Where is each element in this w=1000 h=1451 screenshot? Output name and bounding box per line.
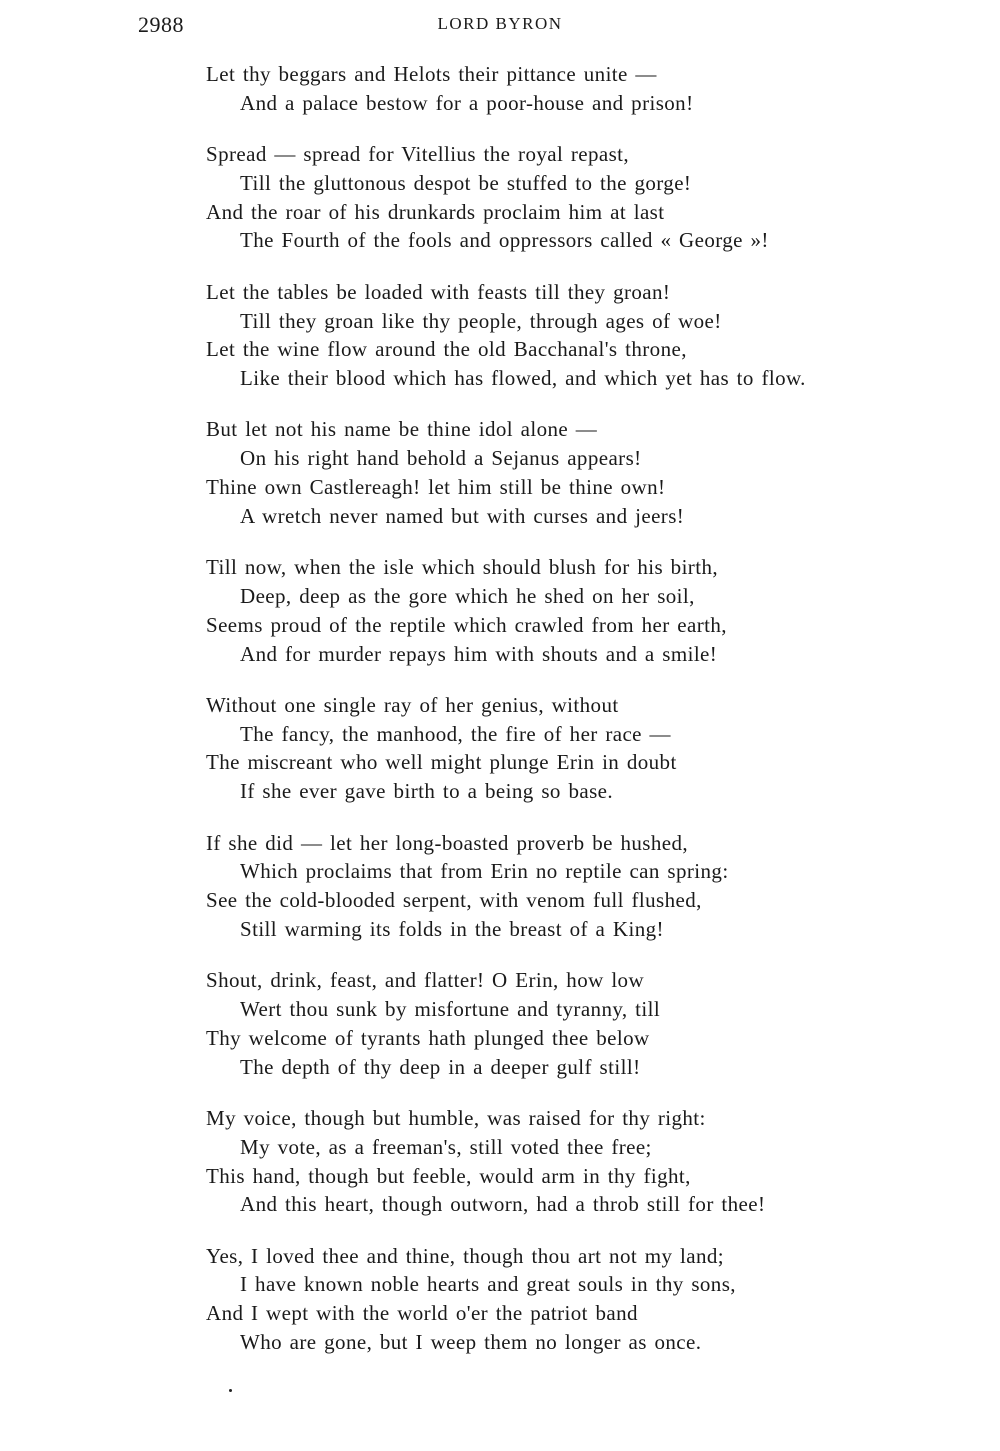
poem-line: And for murder repays him with shouts and a smile!: [240, 641, 718, 666]
poem-line: And the roar of his drunkards proclaim him at last: [206, 199, 665, 224]
poem-line: But let not his name be thine idol alone —: [206, 417, 598, 442]
poem-line: See the cold-blooded serpent, with venom full flushed,: [206, 888, 702, 913]
poem-line: And I wept with the world o'er the patriot band: [206, 1301, 638, 1326]
poem-line: Spread — spread for Vitellius the royal repast,: [206, 142, 630, 167]
poem-line: Like their blood which has flowed, and which yet has to flow.: [240, 366, 806, 391]
stanza: [206, 415, 966, 530]
poem-line: Still warming its folds in the breast of a King!: [240, 916, 664, 941]
poem-body: [206, 60, 966, 1379]
poem-line: Wert thou sunk by misfortune and tyranny, till: [240, 997, 661, 1022]
poem-line: The fancy, the manhood, the fire of her race —: [240, 721, 671, 746]
stanza: [206, 278, 966, 393]
poem-line: Thine own Castlereagh! let him still be thine own!: [206, 475, 666, 500]
poem-line: The Fourth of the fools and oppressors called « George »!: [240, 228, 769, 253]
poem-line: Deep, deep as the gore which he shed on her soil,: [240, 583, 695, 608]
poem-line: The depth of thy deep in a deeper gulf still!: [240, 1054, 641, 1079]
poem-line: Till they groan like thy people, through ages of woe!: [240, 308, 722, 333]
poem-line: Till now, when the isle which should blush for his birth,: [206, 555, 718, 580]
running-title: LORD BYRON: [437, 14, 563, 33]
poem-line: Till the gluttonous despot be stuffed to the gorge!: [240, 170, 692, 195]
poem-line: Thy welcome of tyrants hath plunged thee below: [206, 1025, 650, 1050]
poem-line: If she did — let her long-boasted proverb be hushed,: [206, 830, 689, 855]
stanza: [206, 829, 966, 944]
poem-line: Yes, I loved thee and thine, though thou art not my land;: [206, 1243, 725, 1268]
page-number: 2988: [138, 12, 184, 37]
poem-line: Which proclaims that from Erin no reptile can spring:: [240, 859, 729, 884]
poem-line: My vote, as a freeman's, still voted thee free;: [240, 1134, 652, 1159]
poem-line: Seems proud of the reptile which crawled from her earth,: [206, 612, 727, 637]
poem-line: Let the wine flow around the old Bacchanal's throne,: [206, 337, 687, 362]
stanza: [206, 966, 966, 1081]
poem-line: My voice, though but humble, was raised for thy right:: [206, 1105, 706, 1130]
poem-line: And this heart, though outworn, had a throb still for thee!: [240, 1192, 766, 1217]
stanza: [206, 1104, 966, 1219]
poem-line: If she ever gave birth to a being so base.: [240, 779, 614, 804]
poem-line: The miscreant who well might plunge Erin in doubt: [206, 750, 677, 775]
stanza: [206, 60, 966, 118]
poem-line: On his right hand behold a Sejanus appears!: [240, 446, 642, 471]
poem-line: Without one single ray of her genius, without: [206, 692, 619, 717]
poem-line: And a palace bestow for a poor-house and prison!: [240, 90, 694, 115]
poem-line: This hand, though but feeble, would arm in thy fight,: [206, 1163, 691, 1188]
stanza: [206, 691, 966, 806]
ink-speck: [229, 1389, 232, 1392]
stanza: [206, 1242, 966, 1357]
poem-line: Let thy beggars and Helots their pittance unite —: [206, 62, 657, 86]
poem-line: Let the tables be loaded with feasts till they groan!: [206, 279, 671, 304]
poem-line: A wretch never named but with curses and jeers!: [240, 503, 685, 528]
stanza: [206, 553, 966, 668]
poem-line: Who are gone, but I weep them no longer as once.: [240, 1329, 702, 1354]
poem-line: I have known noble hearts and great souls in thy sons,: [240, 1272, 736, 1297]
poem-line: Shout, drink, feast, and flatter! O Erin, how low: [206, 968, 645, 993]
stanza: [206, 140, 966, 255]
